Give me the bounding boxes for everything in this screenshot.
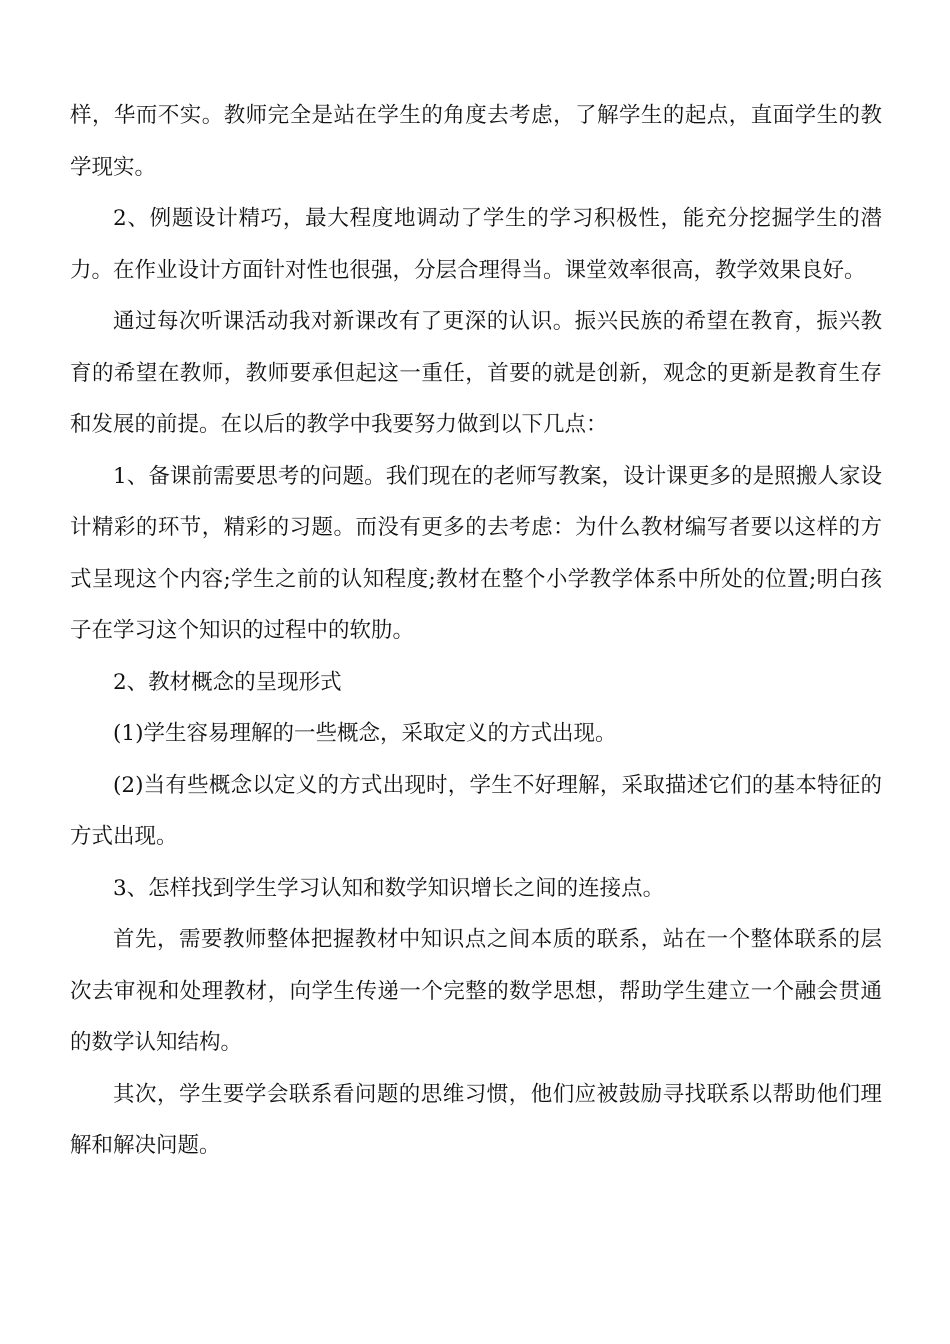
paragraph-point-2-examples: 2、例题设计精巧，最大程度地调动了学生的学习积极性，能充分挖掘学生的潜力。在作业设计方面针对性也很强，分层合理得当。课堂效率很高，教学效果良好。 [70,206,882,283]
paragraph-point-3-connection: 3、怎样找到学生学习认知和数学知识增长之间的连接点。 [113,875,665,901]
paragraph-point-1-lesson-prep: 1、备课前需要思考的问题。我们现在的老师写教案，设计课更多的是照搬人家设计精彩的环节，精彩的习题。而没有更多的去考虑：为什么教材编写者要以这样的方式呈现这个内容;学生之前的认知程度;教材在整个小学教学体系中所处的位置;明白孩子在学习这个知识的过程中的软肋。 [70,463,882,643]
paragraph-subpoint-1: (1)学生容易理解的一些概念，采取定义的方式出现。 [113,721,617,746]
document-body [70,90,882,1172]
paragraph-subpoint-2: (2)当有些概念以定义的方式出现时，学生不好理解，采取描述它们的基本特征的方式出现。 [70,772,882,849]
paragraph-continuation: 样，华而不实。教师完全是站在学生的角度去考虑，了解学生的起点，直面学生的教学现实。 [70,103,882,180]
paragraph-firstly: 首先，需要教师整体把握教材中知识点之间本质的联系，站在一个整体联系的层次去审视和处理教材，向学生传递一个完整的数学思想，帮助学生建立一个融会贯通的数学认知结构。 [70,927,882,1055]
paragraph-secondly: 其次，学生要学会联系看问题的思维习惯，他们应被鼓励寻找联系以帮助他们理解和解决问题。 [70,1081,882,1158]
paragraph-point-2-concepts: 2、教材概念的呈现形式 [113,669,342,695]
paragraph-reflection: 通过每次听课活动我对新课改有了更深的认识。振兴民族的希望在教育，振兴教育的希望在教师，教师要承但起这一重任，首要的就是创新，观念的更新是教育生存和发展的前提。在以后的教学中我要努力做到以下几点： [70,309,882,437]
